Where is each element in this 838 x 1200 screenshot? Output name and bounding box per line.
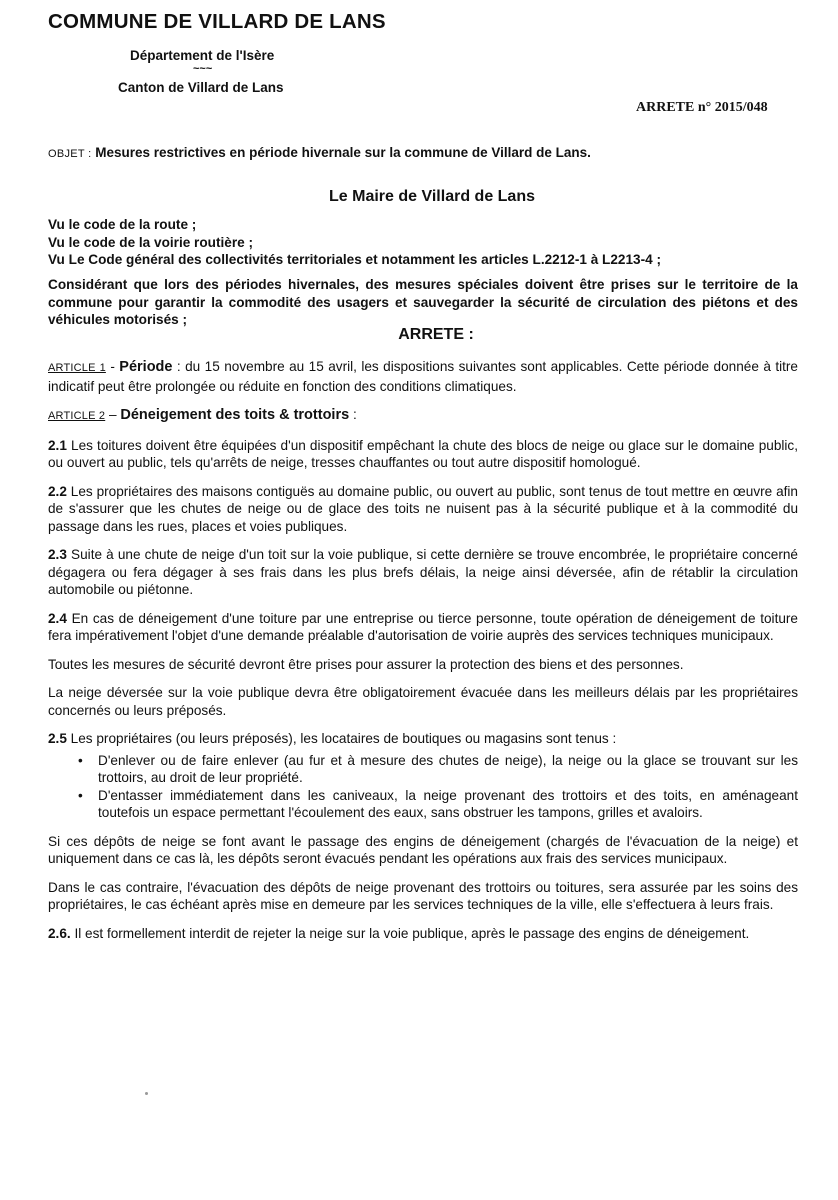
vu-line: Vu le code de la voirie routière ; [48, 234, 253, 250]
paragraph-number: 2.5 [48, 731, 67, 746]
paragraph-neige-deversee: La neige déversée sur la voie publique devra être obligatoirement évacuée dans les meilleurs délais par les propriétaires concernés ou leurs préposés. [48, 685, 798, 718]
article-1-sep: - [105, 359, 120, 374]
scan-speck [145, 1092, 148, 1095]
vu-line: Vu le code de la route ; [48, 217, 197, 232]
paragraph-number: 2.3 [48, 547, 67, 562]
objet-label: OBJET : [48, 148, 92, 160]
paragraph-depots: Si ces dépôts de neige se font avant le passage des engins de déneigement (chargés de l'évacuation de la neige) et uniquement dans ce cas là, les dépôts seront évacués pendant les opérations aux frais des services municipaux. [48, 833, 798, 866]
paragraph-text: Il est formellement interdit de rejeter la neige sur la voie publique, après le passage des engins de déneigement. [70, 925, 750, 941]
paragraph-number: 2.1 [48, 437, 67, 453]
bullet-icon: • [78, 752, 83, 768]
article-2 [48, 406, 798, 426]
arrete-heading [0, 326, 838, 344]
vu-block [48, 216, 798, 269]
paragraph-2-6 [48, 925, 798, 943]
article-2-label: ARTICLE 2 [48, 410, 106, 422]
obligations-list [48, 752, 798, 822]
article-2-sep: – [105, 407, 121, 422]
objet-text: Mesures restrictives en période hivernale sur la commune de Villard de Lans. [95, 145, 591, 160]
list-item [78, 752, 798, 787]
article-1-label: ARTICLE 1 [48, 362, 106, 374]
paragraph-number: 2.4 [48, 610, 67, 626]
paragraph-text: Les propriétaires des maisons contiguës au domaine public, ou ouvert au public, sont tenus de tout mettre en œuvre afin de s'assurer que les chutes de neige ou de glace des toits ne nuisent pas à la sécurité publique et à la commodité du passage dans les rues, places et voies publiques. [48, 483, 798, 534]
paragraph-text: En cas de déneigement d'une toiture par une entreprise ou tierce personne, toute opération de déneigement de toiture fera impérativement l'objet d'une demande préalable d'autorisation de voirie auprès des services techniques municipaux. [48, 610, 798, 643]
departement-line: Département de l'Isère [130, 48, 275, 63]
paragraph-text: Suite à une chute de neige d'un toit sur la voie publique, si cette dernière se trouve encombrée, le propriétaire concerné dégagera ou fera dégager à ses frais dans les plus brefs délais, la neige ainsi déversée, afin de rétablir la circulation automobile ou piétonne. [48, 547, 798, 597]
paragraph-text: Les toitures doivent être équipées d'un dispositif empêchant la chute des blocs de neige ou glace sur le domaine public, ou ouvert au public, tels qu'arrêts de neige, tresses chauffantes ou tout autre dispositif homologué. [48, 437, 798, 470]
article-1-title: Période [119, 359, 173, 375]
list-item-text: D'entasser immédiatement dans les caniveaux, la neige provenant des trottoirs et des toits, en aménageant toutefois un espace permettant l'écoulement des eaux, sans obstruer les tampons, grilles et avaloirs. [98, 787, 798, 820]
paragraph-securite: Toutes les mesures de sécurité devront être prises pour assurer la protection des biens et des personnes. [48, 656, 684, 672]
paragraph-text: Les propriétaires (ou leurs préposés), les locataires de boutiques ou magasins sont tenus : [66, 731, 617, 746]
articles-body [48, 358, 798, 953]
arrete-heading-text: ARRETE : [398, 326, 474, 343]
list-item [78, 787, 798, 822]
arrete-number: ARRETE n° 2015/048 [636, 100, 768, 115]
paragraph-2-4 [48, 610, 798, 645]
paragraph-number: 2.2 [48, 483, 67, 499]
header-separator: ~~~ [193, 63, 213, 75]
paragraph-2-5 [48, 730, 798, 748]
maire-title [0, 188, 838, 206]
paragraph-2-1 [48, 437, 798, 472]
bullet-icon: • [78, 787, 83, 803]
paragraph-number: 2.6. [48, 925, 71, 941]
commune-title: COMMUNE DE VILLARD DE LANS [48, 10, 386, 33]
considerant-paragraph: Considérant que lors des périodes hivernales, des mesures spéciales doivent être prises sur le territoire de la commune pour garantir la commodité des usagers et sauvegarder la sécurité de circulation des piétons et des véhicules motorisés ; [48, 277, 798, 327]
maire-title-text: Le Maire de Villard de Lans [329, 188, 535, 205]
paragraph-contraire: Dans le cas contraire, l'évacuation des dépôts de neige provenant des trottoirs ou toitures, sera assurée par les soins des propriétaires, le cas échéant après mise en demeure par les services techniques de la ville, elle s'effectuera à leurs frais. [48, 879, 798, 912]
list-item-text: D'enlever ou de faire enlever (au fur et à mesure des chutes de neige), la neige ou la glace se trouvant sur les trottoirs, au droit de leur propriété. [98, 752, 798, 785]
article-1 [48, 358, 798, 395]
canton-line: Canton de Villard de Lans [118, 80, 284, 95]
objet-line [48, 145, 591, 160]
article-2-suffix: : [349, 407, 357, 422]
article-1-text: : du 15 novembre au 15 avril, les dispositions suivantes sont applicables. Cette période donnée à titre indicatif peut être prolongée ou réduite en fonction des conditions climatiques. [48, 359, 798, 394]
vu-line: Vu Le Code général des collectivités territoriales et notamment les articles L.2212-1 à L2213-4 ; [48, 252, 661, 267]
article-2-title: Déneigement des toits & trottoirs [120, 407, 350, 423]
paragraph-2-3 [48, 546, 798, 599]
paragraph-2-2 [48, 483, 798, 536]
